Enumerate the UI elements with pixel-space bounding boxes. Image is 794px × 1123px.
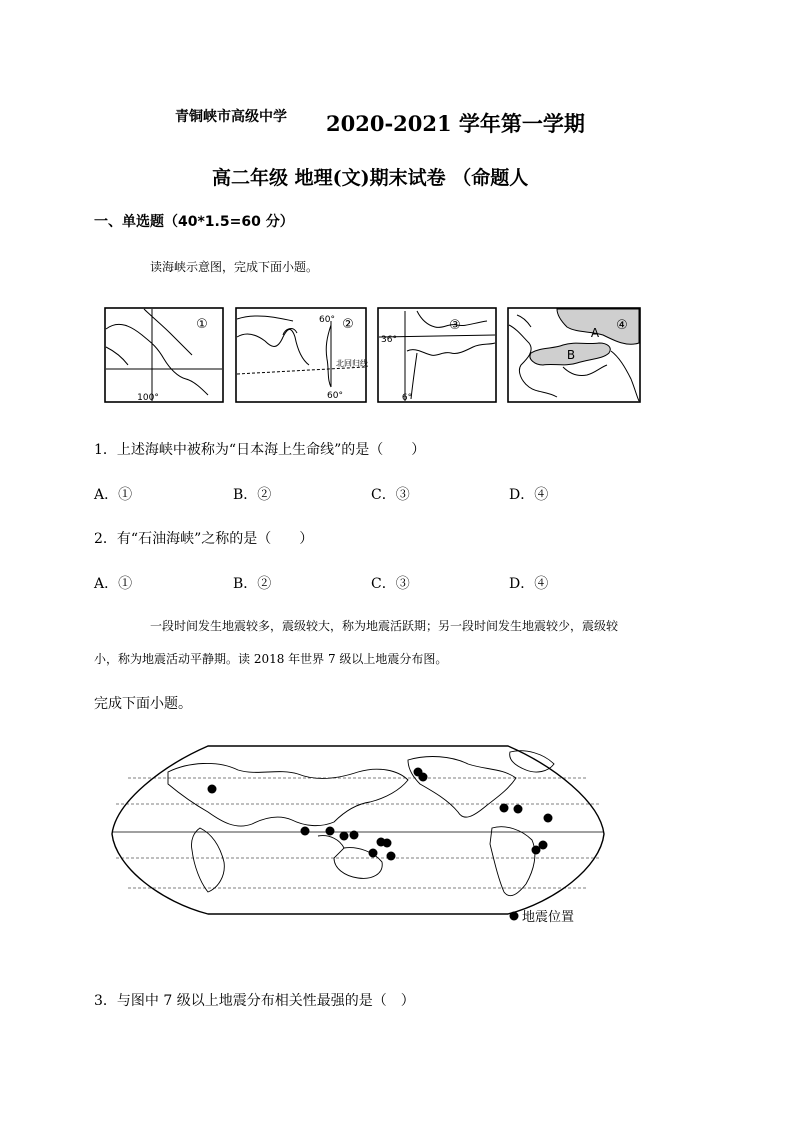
earthquake-point: [419, 773, 428, 782]
strait-map-4: [507, 307, 641, 403]
strait-map-2: [235, 307, 367, 403]
question-1-option-b[interactable]: B．②: [233, 487, 272, 503]
strait-intro: 读海峡示意图，完成下面小题。: [150, 260, 319, 274]
strait-map-1-label-longitude: 100°: [137, 393, 159, 403]
question-2-option-b[interactable]: B．②: [233, 576, 272, 592]
section-title: 一、单选题（40*1.5=60 分）: [94, 214, 294, 230]
earthquake-point: [301, 827, 310, 836]
earthquake-point: [383, 839, 392, 848]
question-2-stem: 2．有“石油海峡”之称的是（ ）: [94, 531, 314, 547]
earthquake-point: [340, 832, 349, 841]
earthquake-point: [500, 804, 509, 813]
school-name: 青铜峡市高级中学: [175, 109, 287, 125]
legend-earthquake-label: 地震位置: [522, 910, 575, 925]
legend-earthquake-marker: [510, 912, 519, 921]
earthquake-point: [532, 846, 541, 855]
strait-map-3: [377, 307, 497, 403]
earthquake-point: [208, 785, 217, 794]
question-3-stem: 3．与图中 7 级以上地震分布相关性最强的是（ ）: [94, 993, 415, 1009]
subtitle-clip: [0, 160, 794, 189]
strait-map-4-label-b: B: [566, 348, 576, 362]
question-2-option-d[interactable]: D．④: [509, 576, 549, 592]
strait-map-2-number: ②: [342, 317, 354, 332]
earthquake-point: [350, 831, 359, 840]
strait-map-2-label-top: 60°: [319, 315, 335, 325]
strait-map-1-number: ①: [196, 317, 208, 332]
strait-map-3-number: ③: [449, 318, 461, 333]
question-1-option-a[interactable]: A．①: [94, 487, 133, 503]
earthquake-point: [514, 805, 523, 814]
continue-instruction: 完成下面小题。: [94, 696, 192, 712]
earthquake-passage-line-1: 一段时间发生地震较多，震级较大，称为地震活跃期；另一段时间发生地震较少，震级较: [150, 619, 619, 633]
exam-term: 2020-2021 学年第一学期: [326, 111, 585, 136]
question-1-stem: 1．上述海峡中被称为“日本海上生命线”的是（ ）: [94, 442, 426, 458]
strait-map-1: [104, 307, 224, 403]
question-1-option-d[interactable]: D．④: [509, 487, 549, 503]
strait-map-3-label-latitude: 36°: [381, 335, 397, 345]
earthquake-world-map: [108, 742, 608, 928]
strait-map-2-label-bottom: 60°: [327, 391, 343, 401]
earthquake-passage-line-2: 小，称为地震活动平静期。读 2018 年世界 7 级以上地震分布图。: [94, 652, 448, 666]
question-2-option-a[interactable]: A．①: [94, 576, 133, 592]
strait-map-4-label-a: A: [590, 326, 600, 340]
earthquake-point: [544, 814, 553, 823]
question-1-option-c[interactable]: C．③: [371, 487, 410, 503]
earthquake-point: [387, 852, 396, 861]
strait-map-3-label-longitude: 6°: [401, 393, 413, 403]
earthquake-point: [369, 849, 378, 858]
earthquake-point: [326, 827, 335, 836]
strait-map-4-number: ④: [616, 318, 628, 333]
exam-subtitle: 高二年级 地理(文)期末试卷 （命题人: [212, 167, 529, 189]
question-2-option-c[interactable]: C．③: [371, 576, 410, 592]
strait-map-2-label-tropic: 北回归线: [336, 359, 368, 368]
